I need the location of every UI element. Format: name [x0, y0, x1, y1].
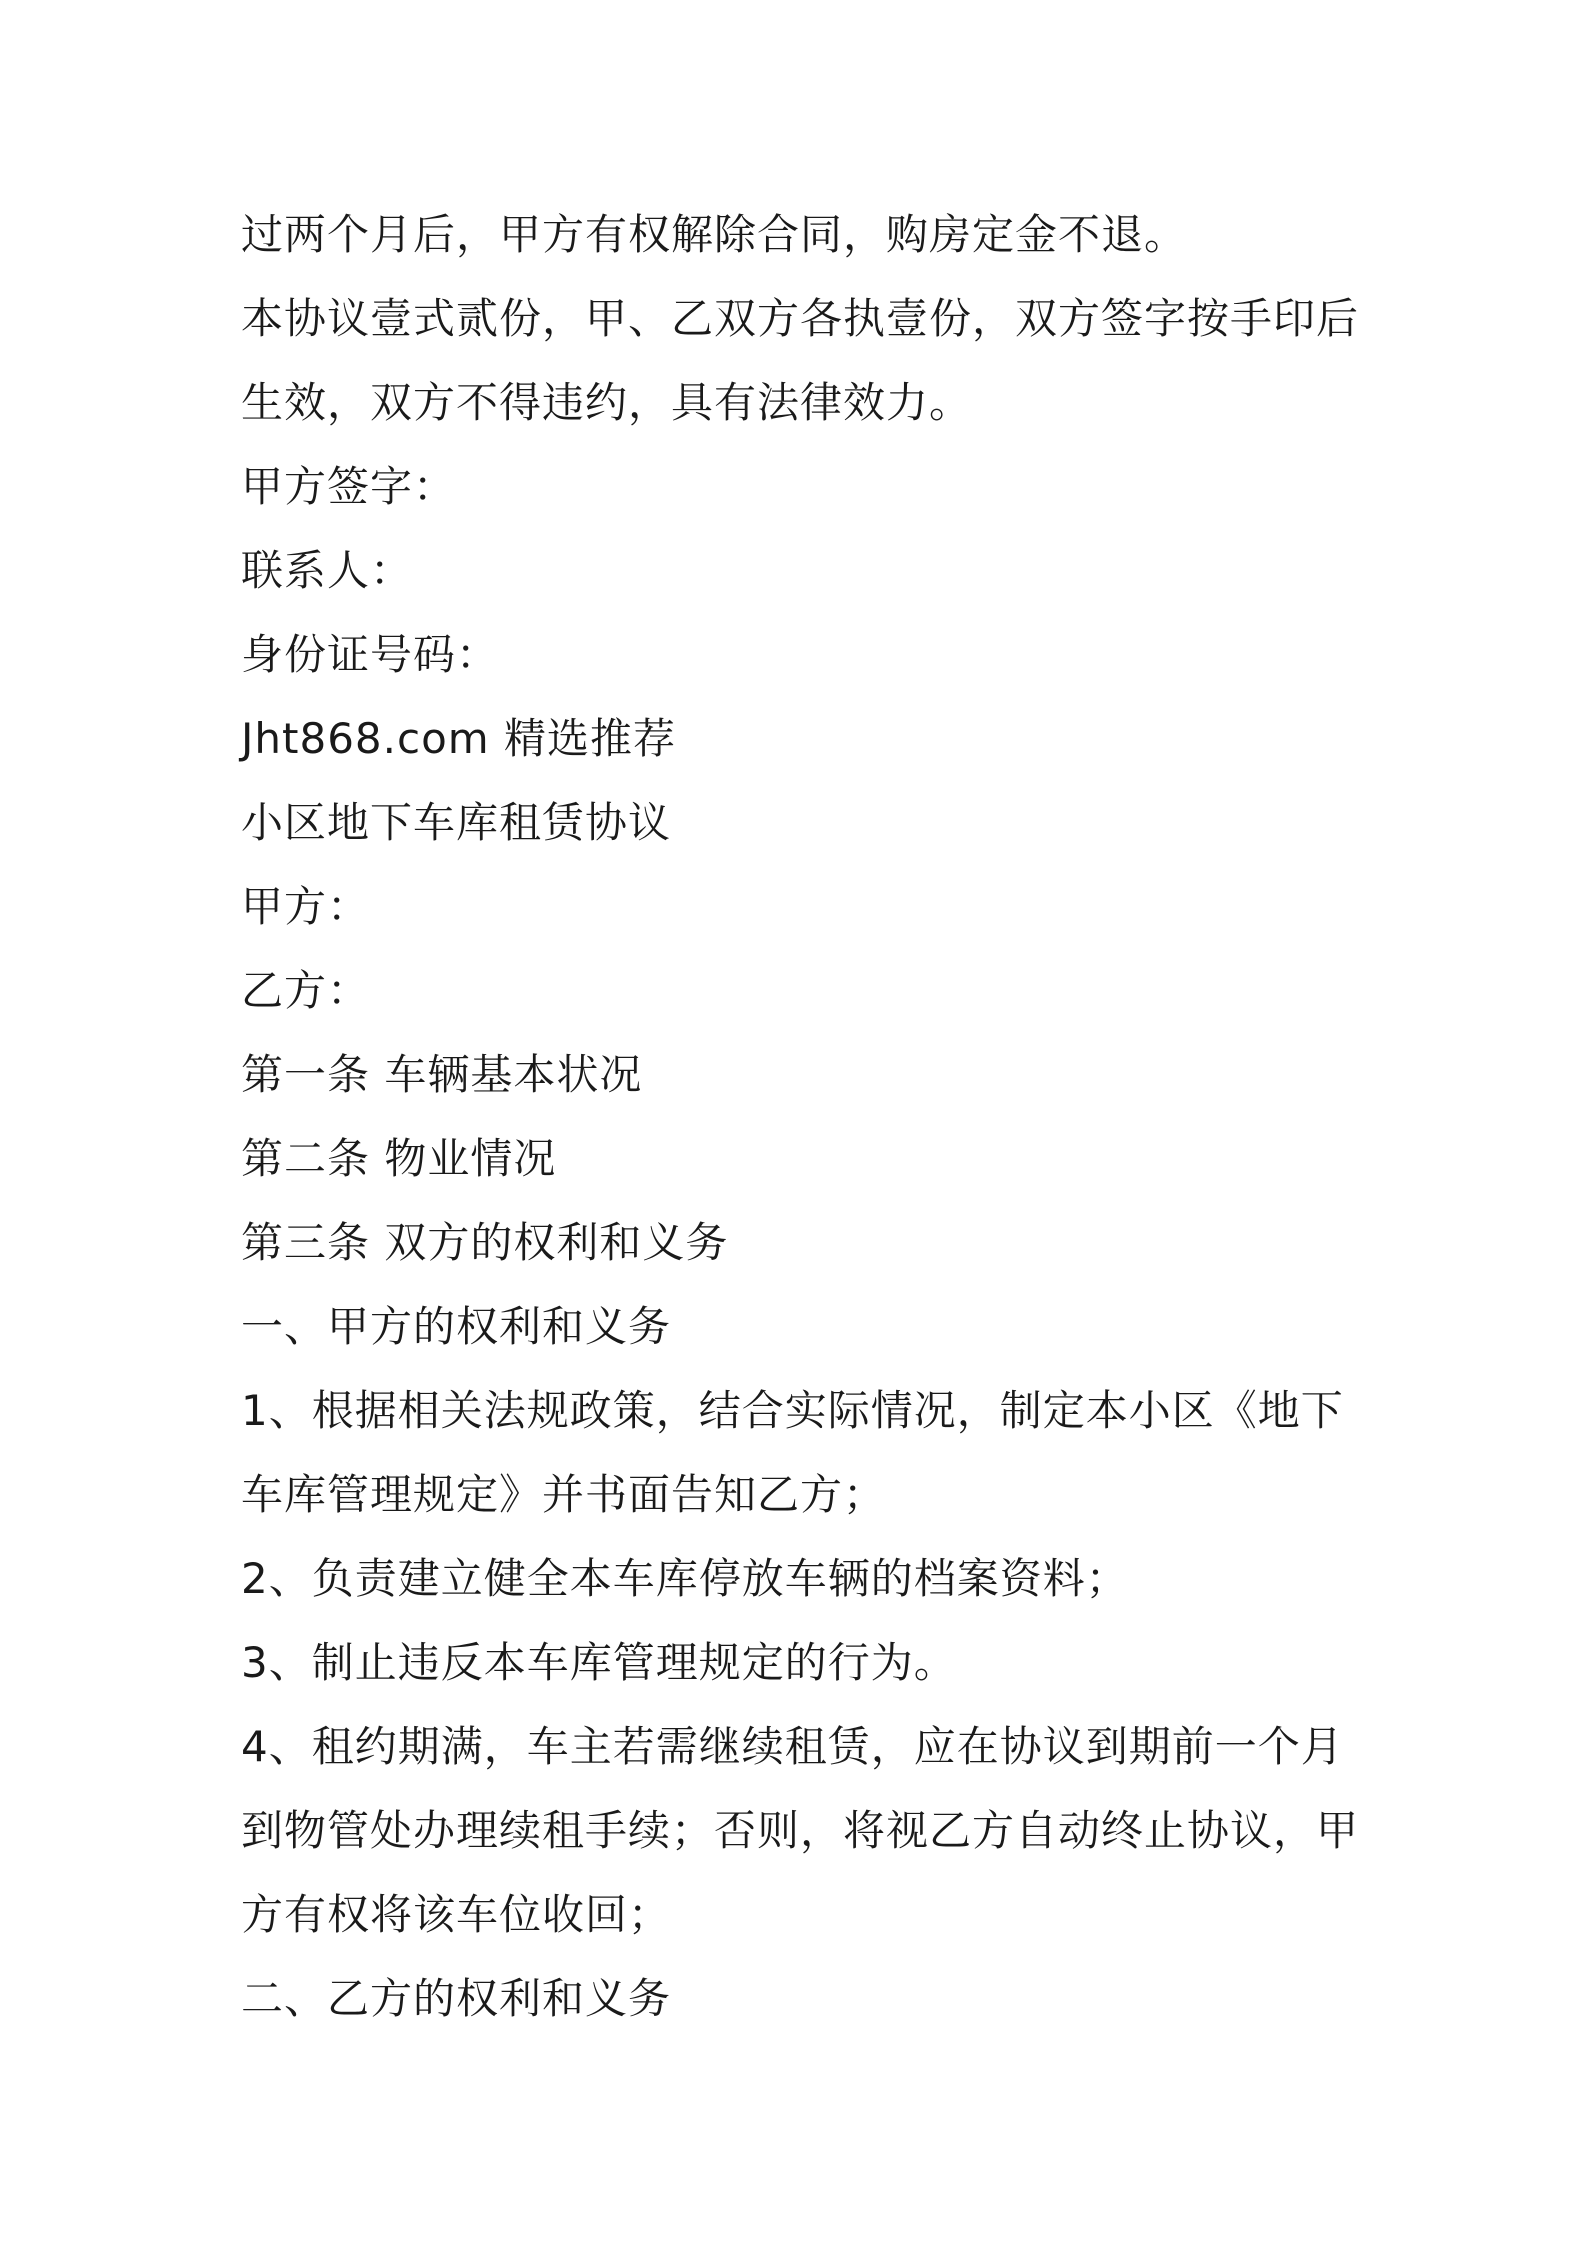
text-line: 本协议壹式贰份，甲、乙双方各执壹份，双方签字按手印后 — [241, 294, 1360, 343]
article-heading: 第三条 双方的权利和义务 — [241, 1218, 729, 1267]
section-heading: 二、乙方的权利和义务 — [241, 1974, 672, 2023]
list-item: 1、根据相关法规政策，结合实际情况，制定本小区《地下 — [241, 1386, 1344, 1435]
list-item-continued: 方有权将该车位收回； — [241, 1890, 672, 1939]
party-a-label: 甲方： — [241, 882, 371, 931]
list-item: 3、制止违反本车库管理规定的行为。 — [241, 1638, 957, 1687]
document-body — [241, 193, 1371, 2041]
document-title: 小区地下车库租赁协议 — [241, 798, 672, 847]
party-b-label: 乙方： — [241, 966, 371, 1015]
section-heading: 一、甲方的权利和义务 — [241, 1302, 672, 1351]
list-item-continued: 车库管理规定》并书面告知乙方； — [241, 1470, 887, 1519]
party-a-signature-label: 甲方签字： — [241, 462, 457, 511]
article-heading: 第一条 车辆基本状况 — [241, 1050, 643, 1099]
text-line: 生效，双方不得违约，具有法律效力。 — [241, 378, 973, 427]
id-number-label: 身份证号码： — [241, 630, 500, 679]
list-item-continued: 到物管处办理续租手续；否则，将视乙方自动终止协议，甲 — [241, 1806, 1360, 1855]
source-note: Jht868.com 精选推荐 — [241, 714, 677, 763]
text-line: 过两个月后，甲方有权解除合同，购房定金不退。 — [241, 210, 1188, 259]
list-item: 4、租约期满，车主若需继续租赁，应在协议到期前一个月 — [241, 1722, 1344, 1771]
article-heading: 第二条 物业情况 — [241, 1134, 557, 1183]
contact-person-label: 联系人： — [241, 546, 414, 595]
list-item: 2、负责建立健全本车库停放车辆的档案资料； — [241, 1554, 1129, 1603]
